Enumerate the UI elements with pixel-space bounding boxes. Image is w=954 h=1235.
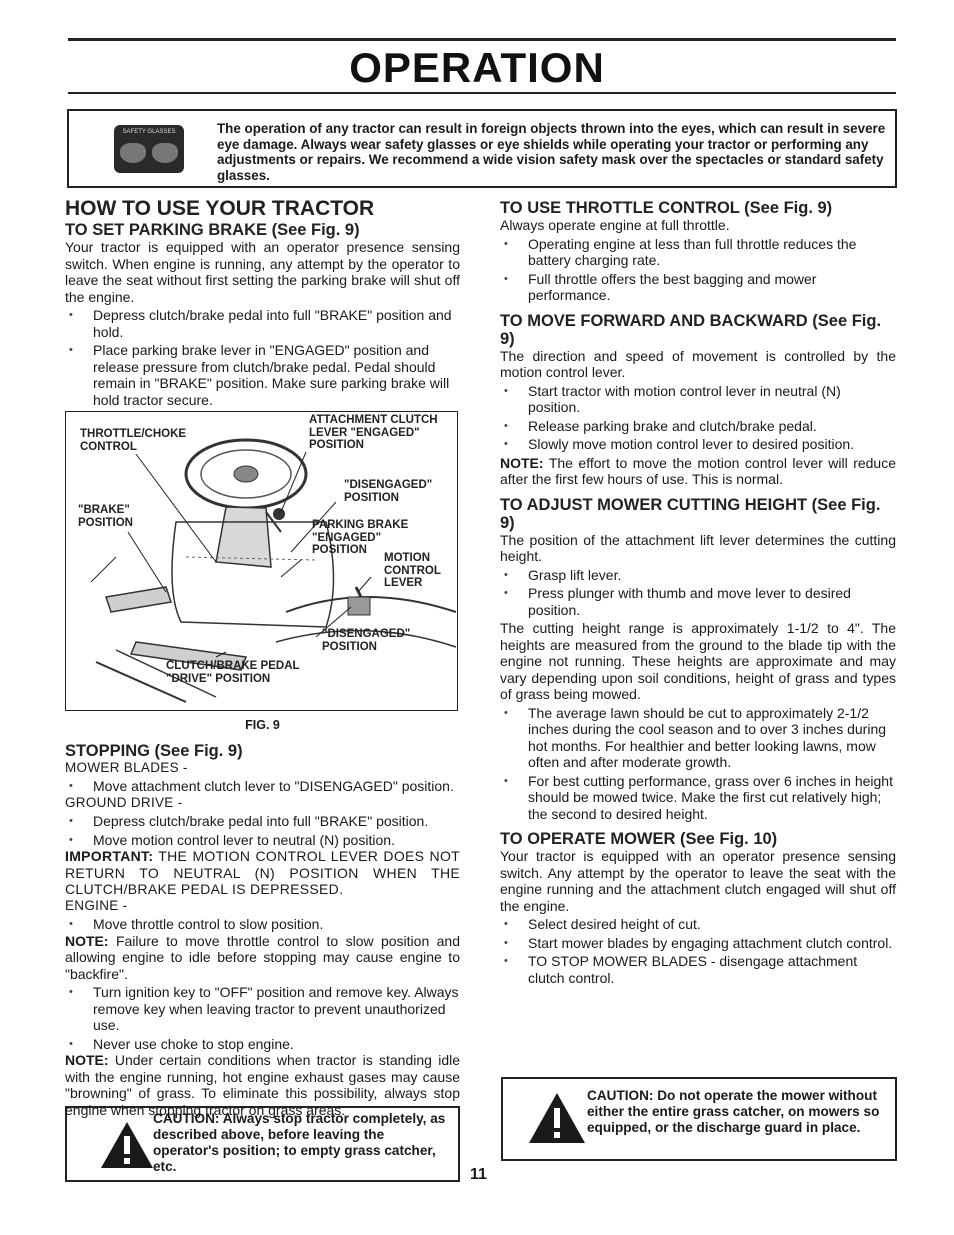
list-item: • Turn ignition key to "OFF" position and remove key. Always remove key when leaving tractor to prevent unauthorized use. [69, 984, 459, 1033]
title-rule [68, 92, 896, 94]
safety-glasses-icon [114, 125, 184, 173]
caution-operate-mower-text: CAUTION: Do not operate the mower without either the entire grass catcher, on mowers so equipped, or the discharge guard in place. [587, 1088, 880, 1135]
list-item: • Depress clutch/brake pedal into full "BRAKE" position and hold. [69, 307, 452, 340]
forward-note: NOTE: The effort to move the motion control lever will reduce after the first few hours of use. This is normal. [500, 454, 896, 487]
list-item: • Never use choke to stop engine. [69, 1035, 294, 1052]
page-number: 11 [470, 1166, 487, 1183]
label-throttle-choke: THROTTLE/CHOKE CONTROL [80, 428, 187, 453]
parking-brake-steps [65, 307, 460, 408]
safety-warning-text: The operation of any tractor can result in foreign objects thrown into the eyes, which can result in severe eye damage. Always wear safety glasses or eye shields while operating your tractor or performing any adjustments or repairs. We recommend a wide vision safety mask over the spectacles or standard safety glasses. [217, 121, 886, 183]
forward-intro: The direction and speed of movement is controlled by the motion control lever. [500, 347, 896, 380]
list-item: • Operating engine at less than full throttle reduces the battery charging rate. [504, 235, 857, 268]
list-item: • Place parking brake lever in "ENGAGED" position and release pressure from clutch/brake pedal. Pedal should remain in "BRAKE" position. Make sure parking brake will hold tractor secure. [69, 342, 450, 408]
forward-backward-heading: TO MOVE FORWARD AND BACKWARD (See Fig. 9) [500, 311, 882, 348]
list-item: • Depress clutch/brake pedal into full "BRAKE" position. [69, 813, 429, 829]
operate-mower-heading: TO OPERATE MOWER (See Fig. 10) [500, 830, 778, 848]
engine-label: ENGINE - [65, 897, 128, 913]
mower-blades-label: MOWER BLADES - [65, 759, 188, 775]
label-disengaged-top: "DISENGAGED" POSITION [344, 479, 433, 504]
label-motion-control: MOTION CONTROL LEVER [384, 552, 441, 589]
list-item: • Select desired height of cut. [504, 916, 701, 932]
backfire-note: NOTE: Failure to move throttle control to slow position and allowing engine to idle before stopping may cause engine to "backfire". [65, 932, 461, 982]
list-item: • Move motion control lever to neutral (N) position. [69, 831, 395, 848]
label-disengaged-bottom: "DISENGAGED" POSITION [322, 628, 411, 653]
warning-triangle-icon [527, 1091, 587, 1145]
throttle-intro: Always operate engine at full throttle. [500, 217, 730, 233]
caution-operate-mower-box [501, 1077, 897, 1161]
label-clutch-brake-pedal: CLUTCH/BRAKE PEDAL "DRIVE" POSITION [166, 660, 300, 685]
right-column [500, 198, 896, 986]
figure-9 [65, 411, 458, 711]
list-item: • Start tractor with motion control lever in neutral (N) position. [504, 382, 841, 415]
list-item: • Release parking brake and clutch/brake pedal. [504, 417, 817, 434]
warning-triangle-icon [99, 1120, 155, 1170]
figure-caption: FIG. 9 [245, 718, 280, 732]
label-attachment-clutch: ATTACHMENT CLUTCH LEVER "ENGAGED" POSITION [309, 414, 438, 451]
list-item: • Slowly move motion control lever to desired position. [504, 436, 855, 452]
list-item: • Full throttle offers the best bagging and mower performance. [504, 270, 817, 303]
important-note: IMPORTANT: THE MOTION CONTROL LEVER DOES NOT RETURN TO NEUTRAL (N) POSITION WHEN THE CLUTCH/BRAKE PEDAL IS DEPRESSED. [65, 848, 460, 897]
page-title: OPERATION [349, 44, 605, 91]
top-rule [68, 38, 896, 41]
label-parking-brake: PARKING BRAKE "ENGAGED" POSITION [312, 519, 409, 556]
safety-glasses-icon-label: SAFETY GLASSES [122, 129, 176, 135]
cutting-height-para: The cutting height range is approximately 1-1/2 to 4". The heights are measured from the ground to the blade tip with the engine not running. These heights are approximate and may vary depending upon soil conditions, height of grass and types of grass being mowed. [500, 620, 896, 702]
list-item: • Move throttle control to slow position. [69, 916, 324, 932]
cutting-height-heading: TO ADJUST MOWER CUTTING HEIGHT (See Fig. 9) [500, 495, 881, 532]
how-to-use-heading: HOW TO USE YOUR TRACTOR [65, 197, 375, 220]
label-brake-position: "BRAKE" POSITION [78, 504, 133, 529]
browning-note: NOTE: Under certain conditions when tractor is standing idle with the engine running, hot engine exhaust gases may cause "browning" of grass. To eliminate this possibility, always stop engine when stopping tractor on grass areas. [65, 1052, 461, 1118]
list-item: • Start mower blades by engaging attachment clutch control. [504, 934, 893, 951]
throttle-heading: TO USE THROTTLE CONTROL (See Fig. 9) [500, 199, 833, 217]
caution-stop-tractor-text: CAUTION: Always stop tractor completely, as described above, before leaving the operator's position; to empty grass catcher, etc. [153, 1111, 446, 1174]
cutting-height-intro: The position of the attachment lift lever determines the cutting height. [500, 531, 896, 564]
ground-drive-label: GROUND DRIVE - [65, 794, 183, 810]
safety-warning-box [67, 109, 897, 188]
left-column [65, 198, 460, 1118]
list-item: • For best cutting performance, grass over 6 inches in height should be mowed twice. Make the first cut relatively high; the second to desired height. [504, 772, 893, 822]
list-item: • Grasp lift lever. [504, 566, 622, 583]
list-item: • Press plunger with thumb and move lever to desired position. [504, 585, 851, 618]
parking-brake-heading: TO SET PARKING BRAKE (See Fig. 9) [65, 221, 360, 239]
list-item: • Move attachment clutch lever to "DISENGAGED" position. [69, 778, 454, 794]
stopping-heading: STOPPING (See Fig. 9) [65, 741, 243, 760]
list-item: • The average lawn should be cut to approximately 2-1/2 inches during the cool season and to over 3 inches during hot months. For healthier and better looking lawns, mow often and after moderate growth. [504, 704, 887, 770]
caution-stop-tractor-box [65, 1106, 460, 1182]
operate-mower-intro: Your tractor is equipped with an operator presence sensing switch. Any attempt by the operator to leave the seat with the engine running and the attachment clutch engaged will shut off the engine. [500, 848, 896, 914]
parking-brake-intro: Your tractor is equipped with an operator presence sensing switch. When engine is running, any attempt by the operator to leave the seat without first setting the parking brake will shut off the engine. [65, 239, 460, 305]
list-item: • TO STOP MOWER BLADES - disengage attachment clutch control. [504, 953, 858, 986]
